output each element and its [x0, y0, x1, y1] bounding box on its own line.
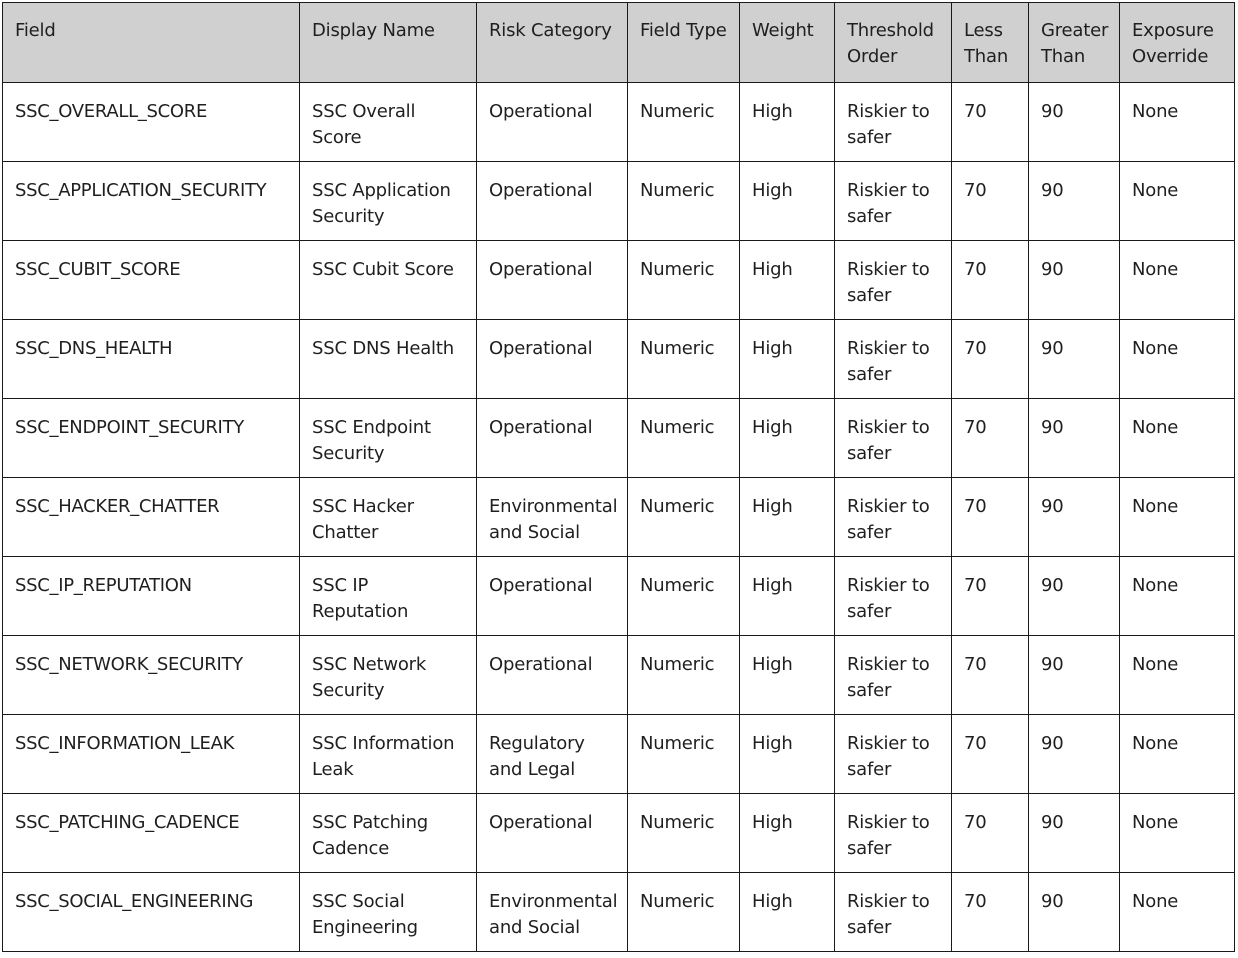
cell-weight: High: [740, 320, 835, 399]
cell-greater-than: 90: [1029, 478, 1120, 557]
table-row: [3, 320, 1235, 399]
cell-exposure-override: None: [1120, 557, 1235, 636]
cell-less-than: 70: [952, 399, 1029, 478]
cell-weight: High: [740, 715, 835, 794]
table-row: [3, 794, 1235, 873]
cell-weight: High: [740, 873, 835, 952]
cell-field-type: Numeric: [628, 557, 740, 636]
cell-risk-category: Regulatory and Legal: [477, 715, 628, 794]
cell-exposure-override: None: [1120, 162, 1235, 241]
cell-threshold-order: Riskier to safer: [835, 873, 952, 952]
table-row: [3, 162, 1235, 241]
cell-greater-than: 90: [1029, 794, 1120, 873]
cell-display-name: SSC Information Leak: [300, 715, 477, 794]
column-header-less-than: Less Than: [952, 3, 1029, 83]
cell-exposure-override: None: [1120, 873, 1235, 952]
cell-field-type: Numeric: [628, 636, 740, 715]
cell-display-name: SSC Cubit Score: [300, 241, 477, 320]
cell-field-type: Numeric: [628, 162, 740, 241]
cell-risk-category: Operational: [477, 83, 628, 162]
cell-threshold-order: Riskier to safer: [835, 399, 952, 478]
cell-field-type: Numeric: [628, 399, 740, 478]
cell-field-type: Numeric: [628, 873, 740, 952]
cell-less-than: 70: [952, 478, 1029, 557]
cell-display-name: SSC Social Engineering: [300, 873, 477, 952]
cell-less-than: 70: [952, 636, 1029, 715]
cell-field: SSC_CUBIT_SCORE: [3, 241, 300, 320]
cell-field: SSC_OVERALL_SCORE: [3, 83, 300, 162]
cell-risk-category: Operational: [477, 636, 628, 715]
cell-less-than: 70: [952, 320, 1029, 399]
cell-less-than: 70: [952, 873, 1029, 952]
cell-display-name: SSC Hacker Chatter: [300, 478, 477, 557]
cell-threshold-order: Riskier to safer: [835, 83, 952, 162]
table-row: [3, 241, 1235, 320]
table-row: [3, 715, 1235, 794]
cell-threshold-order: Riskier to safer: [835, 557, 952, 636]
cell-exposure-override: None: [1120, 241, 1235, 320]
cell-field: SSC_NETWORK_SECURITY: [3, 636, 300, 715]
column-header-greater-than: Greater Than: [1029, 3, 1120, 83]
cell-weight: High: [740, 83, 835, 162]
cell-exposure-override: None: [1120, 83, 1235, 162]
cell-weight: High: [740, 478, 835, 557]
cell-exposure-override: None: [1120, 715, 1235, 794]
cell-threshold-order: Riskier to safer: [835, 478, 952, 557]
table-header-row: [3, 3, 1235, 83]
cell-greater-than: 90: [1029, 557, 1120, 636]
cell-weight: High: [740, 794, 835, 873]
cell-weight: High: [740, 399, 835, 478]
cell-field-type: Numeric: [628, 241, 740, 320]
column-header-field: Field: [3, 3, 300, 83]
cell-display-name: SSC Endpoint Security: [300, 399, 477, 478]
cell-threshold-order: Riskier to safer: [835, 794, 952, 873]
cell-greater-than: 90: [1029, 162, 1120, 241]
cell-display-name: SSC Network Security: [300, 636, 477, 715]
cell-exposure-override: None: [1120, 399, 1235, 478]
cell-greater-than: 90: [1029, 399, 1120, 478]
column-header-exposure-override: Exposure Override: [1120, 3, 1235, 83]
cell-greater-than: 90: [1029, 320, 1120, 399]
cell-display-name: SSC DNS Health: [300, 320, 477, 399]
cell-threshold-order: Riskier to safer: [835, 320, 952, 399]
risk-fields-table-container: [2, 2, 1235, 952]
cell-display-name: SSC Overall Score: [300, 83, 477, 162]
table-body: [3, 83, 1235, 952]
cell-field: SSC_INFORMATION_LEAK: [3, 715, 300, 794]
cell-less-than: 70: [952, 241, 1029, 320]
cell-field-type: Numeric: [628, 320, 740, 399]
cell-field-type: Numeric: [628, 715, 740, 794]
cell-weight: High: [740, 636, 835, 715]
cell-field: SSC_ENDPOINT_SECURITY: [3, 399, 300, 478]
table-row: [3, 478, 1235, 557]
cell-greater-than: 90: [1029, 636, 1120, 715]
cell-risk-category: Operational: [477, 241, 628, 320]
cell-risk-category: Environmental and Social: [477, 478, 628, 557]
cell-greater-than: 90: [1029, 715, 1120, 794]
cell-exposure-override: None: [1120, 636, 1235, 715]
cell-less-than: 70: [952, 557, 1029, 636]
column-header-field-type: Field Type: [628, 3, 740, 83]
cell-less-than: 70: [952, 83, 1029, 162]
cell-display-name: SSC Patching Cadence: [300, 794, 477, 873]
risk-fields-table: [2, 2, 1235, 952]
cell-exposure-override: None: [1120, 320, 1235, 399]
cell-less-than: 70: [952, 794, 1029, 873]
table-row: [3, 557, 1235, 636]
table-row: [3, 636, 1235, 715]
cell-threshold-order: Riskier to safer: [835, 636, 952, 715]
cell-threshold-order: Riskier to safer: [835, 241, 952, 320]
cell-display-name: SSC Application Security: [300, 162, 477, 241]
cell-field: SSC_PATCHING_CADENCE: [3, 794, 300, 873]
cell-field-type: Numeric: [628, 794, 740, 873]
column-header-risk-category: Risk Category: [477, 3, 628, 83]
cell-greater-than: 90: [1029, 241, 1120, 320]
cell-field: SSC_DNS_HEALTH: [3, 320, 300, 399]
cell-exposure-override: None: [1120, 794, 1235, 873]
cell-field: SSC_HACKER_CHATTER: [3, 478, 300, 557]
cell-greater-than: 90: [1029, 873, 1120, 952]
cell-greater-than: 90: [1029, 83, 1120, 162]
cell-weight: High: [740, 241, 835, 320]
cell-threshold-order: Riskier to safer: [835, 715, 952, 794]
column-header-weight: Weight: [740, 3, 835, 83]
cell-less-than: 70: [952, 162, 1029, 241]
cell-less-than: 70: [952, 715, 1029, 794]
cell-field: SSC_IP_REPUTATION: [3, 557, 300, 636]
cell-risk-category: Operational: [477, 557, 628, 636]
cell-weight: High: [740, 162, 835, 241]
table-row: [3, 873, 1235, 952]
cell-threshold-order: Riskier to safer: [835, 162, 952, 241]
table-row: [3, 83, 1235, 162]
cell-risk-category: Operational: [477, 320, 628, 399]
cell-risk-category: Operational: [477, 794, 628, 873]
column-header-threshold-order: Threshold Order: [835, 3, 952, 83]
cell-field-type: Numeric: [628, 83, 740, 162]
cell-weight: High: [740, 557, 835, 636]
cell-display-name: SSC IP Reputation: [300, 557, 477, 636]
cell-field-type: Numeric: [628, 478, 740, 557]
cell-field: SSC_APPLICATION_SECURITY: [3, 162, 300, 241]
table-row: [3, 399, 1235, 478]
cell-exposure-override: None: [1120, 478, 1235, 557]
cell-risk-category: Operational: [477, 399, 628, 478]
cell-risk-category: Environmental and Social: [477, 873, 628, 952]
cell-risk-category: Operational: [477, 162, 628, 241]
column-header-display-name: Display Name: [300, 3, 477, 83]
cell-field: SSC_SOCIAL_ENGINEERING: [3, 873, 300, 952]
